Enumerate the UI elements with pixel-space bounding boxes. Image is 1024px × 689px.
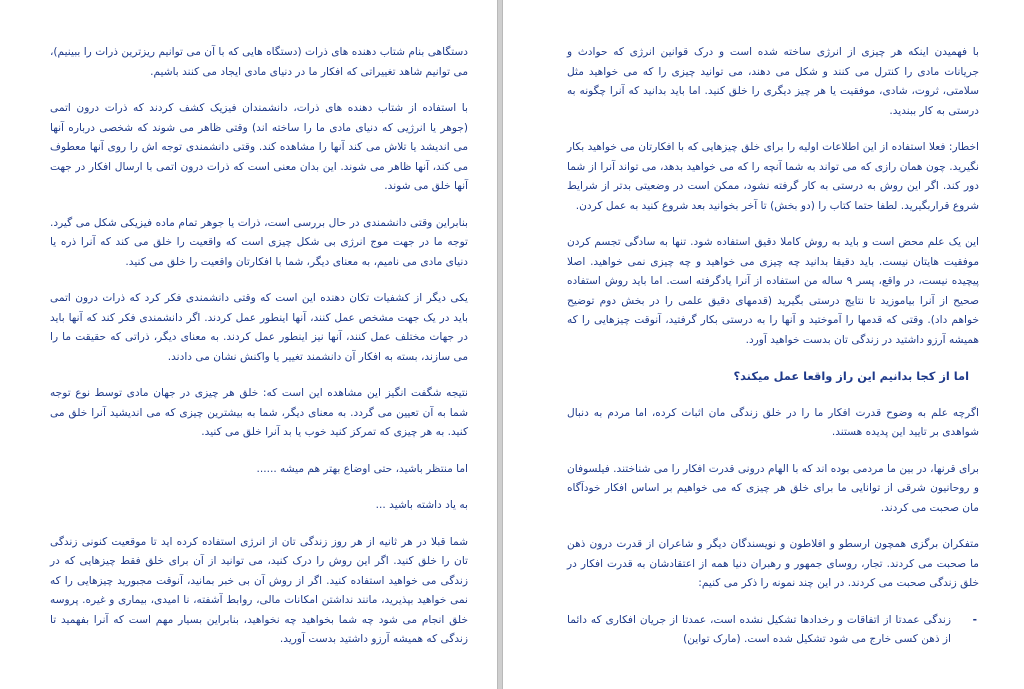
right-paragraph-3: این یک علم محض است و باید به روش کاملا دقیق استفاده شود. تنها به سادگی تجسم کردن موفقیت هایتان نیست. باید دقیقا بدانید چه چیزی می خواهید و چه چیزی نمی خواهید. اصلا پیچیده نیست، در واقع، پسر ۹ ساله من استفاده از آنرا یادگرفته است. اما باید روش استفاده صحیح از آنرا بیاموزید تا نتایج درستی بگیرید (قدمهای دقیق علمی را در بخش دوم توضیح خواهم داد). وقتی که قدمها را آموختید و آنها را به درستی بکار گرفتید، آنوقت چیزهایی را که همیشه آرزو داشتید در زندگی تان بدست خواهید آورد. — [567, 236, 979, 346]
left-page-text — [50, 43, 468, 650]
left-paragraph-8: شما قبلا در هر ثانیه از هر روز زندگی تان از انرژی استفاده کرده اید تا موقعیت کنونی زندگی تان را خلق کنید. اگر این روش را درک کنید، می توانید از آن برای خلق فقط چیزهایی که در زندگی می خواهید استفاده کنید. اگر از روش آن بی خبر بمانید، آنوقت مجبورید چیزهایی را که نمی خواهید بپذیرید، مانند نداشتن امکانات مالی، روابط آشفته، نا امیدی، بیماری و غیره. پروسه خلق انجام می شود چه شما بخواهید چه نخواهید، بنابراین بسیار مهم است که آنرا بفهمید تا زندگی که همیشه آرزو داشتید بدست آورید. — [50, 535, 468, 645]
left-paragraph-3: بنابراین وقتی دانشمندی در حال بررسی است، ذرات یا جوهر تمام ماده فیزیکی شکل می گیرد. توجه ما در جهت موج انرژی بی شکل چیزی است که واقعیت را خلق می کند که آنرا ذره یا دنیای مادی می نامیم، به معنای دیگر، شما با افکارتان واقعیت را خلق می کنید. — [50, 216, 468, 268]
left-paragraph-5: نتیجه شگفت انگیز این مشاهده این است که: خلق هر چیزی در جهان مادی توسط نوع توجه شما به آن تعیین می گردد. به معنای دیگر، شما به بیشترین چیزی که می اندیشید آنرا خلق می کنید. به هر چیزی که تمرکز کنید خوب یا بد آنرا خلق می کنید. — [50, 387, 468, 438]
left-paragraph-6: اما منتظر باشید، حتی اوضاع بهتر هم میشه ...... — [256, 462, 468, 475]
right-paragraph-6: متفکران برگزی همچون ارسطو و افلاطون و نویسندگان دیگر و شاعران از قدرت درون ذهن ما صحبت می کردند. تجار، روسای جمهور و رهبران دنیا همه از اعتقادشان به قدرت افکار در خلق زندگی صحبت می کردند. در این چند نمونه را ذکر می کنیم: — [567, 538, 979, 589]
left-paragraph-4: یکی دیگر از کشفیات تکان دهنده این است که وقتی دانشمندی فکر کرد که ذرات درون اتمی باید در یک جهت مشخص عمل کنند، آنها اینطور عمل کردند. اگر دانشمندی فکر کند که آنها باید در جهات مختلف عمل کنند، آنها نیز اینطور عمل کردند. به معنای دیگر، ذراتی که حقیقت ما را می سازند، بسته به افکار آن دانشمند تغییر یا واکنش نشان می دادند. — [50, 292, 468, 363]
section-heading: اما از کجا بدانیم این راز واقعا عمل میکند؟ — [733, 369, 969, 383]
right-paragraph-2: اخطار: فعلا استفاده از این اطلاعات اولیه را برای خلق چیزهایی که با افکارتان می خواهید بکار نگیرید. چون همان رازی که می تواند به شما آنچه را که می خواهید بدهد، می تواند آنرا از شما دور کند. اگر این روش به درستی به کار گرفته نشود، ممکن است در وضعیتی بدتر از شرایط شروع قراربگیرید. لطفا حتما کتاب را (دو بخش) تا آخر بخوانید بعد شروع کنید به عمل کردن. — [567, 141, 979, 212]
bullet-dash: - — [972, 613, 977, 626]
left-paragraph-2: با استفاده از شتاب دهنده های ذرات، دانشمندان فیزیک کشف کردند که ذرات درون اتمی (جوهر یا انرژیی که دنیای مادی ما را ساخته اند) وقتی ظاهر می شوند که شخصی درباره آنها می اندیشد یا تلاش می کند آنها را مشاهده کند. وقتی دانشمندی توجه اش را روی آنها معطوف می کند، آنها ظاهر می شوند. این بدان معنی است که ذرات درون اتمی با ارسال افکار در جهت آنها خلق می شوند. — [50, 102, 468, 192]
right-paragraph-5: برای قرنها، در بین ما مردمی بوده اند که با الهام درونی قدرت افکار را می شناختند. فیلسوفان و روحانیون شرقی از توانایی ما برای خلق هر چیزی که می خواهیم بر اساس افکار خودآگاه مان صحبت می کردند. — [567, 462, 979, 514]
quote-text: زندگی عمدتا از اتفاقات و رخدادها تشکیل نشده است، عمدتا از جریان افکاری که دائما از ذهن کسی خارج می شود تشکیل شده است. (مارک تواین) — [567, 613, 951, 645]
quote-bullet — [567, 611, 979, 650]
right-paragraph-1: با فهمیدن اینکه هر چیزی از انرژی ساخته شده است و درک قوانین انرژی که حوادث و جریانات مادی را کنترل می کنند و شکل می دهند، می توانید چیزی را که می خواهید مثل سلامتی، ثروت، شادی، موفقیت یا هر چیز دیگری را خلق کنید. اما باید بدانید که آنرا چگونه به درستی به کار ببندید. — [567, 46, 979, 117]
right-page-text — [567, 43, 979, 650]
left-paragraph-1: دستگاهی بنام شتاب دهنده های ذرات (دستگاه هایی که با آن می توانیم ریزترین ذرات را ببینیم)، می توانیم شاهد تغییراتی که افکار ما در دنیای مادی ایجاد می کنند باشیم. — [50, 46, 468, 78]
right-paragraph-4: اگرچه علم به وضوح قدرت افکار ما را در خلق زندگی مان اثبات کرده، اما مردم به دنبال شواهدی بر تایید این پدیده هستند. — [567, 406, 979, 438]
left-paragraph-7: به یاد داشته باشید ... — [375, 499, 468, 511]
